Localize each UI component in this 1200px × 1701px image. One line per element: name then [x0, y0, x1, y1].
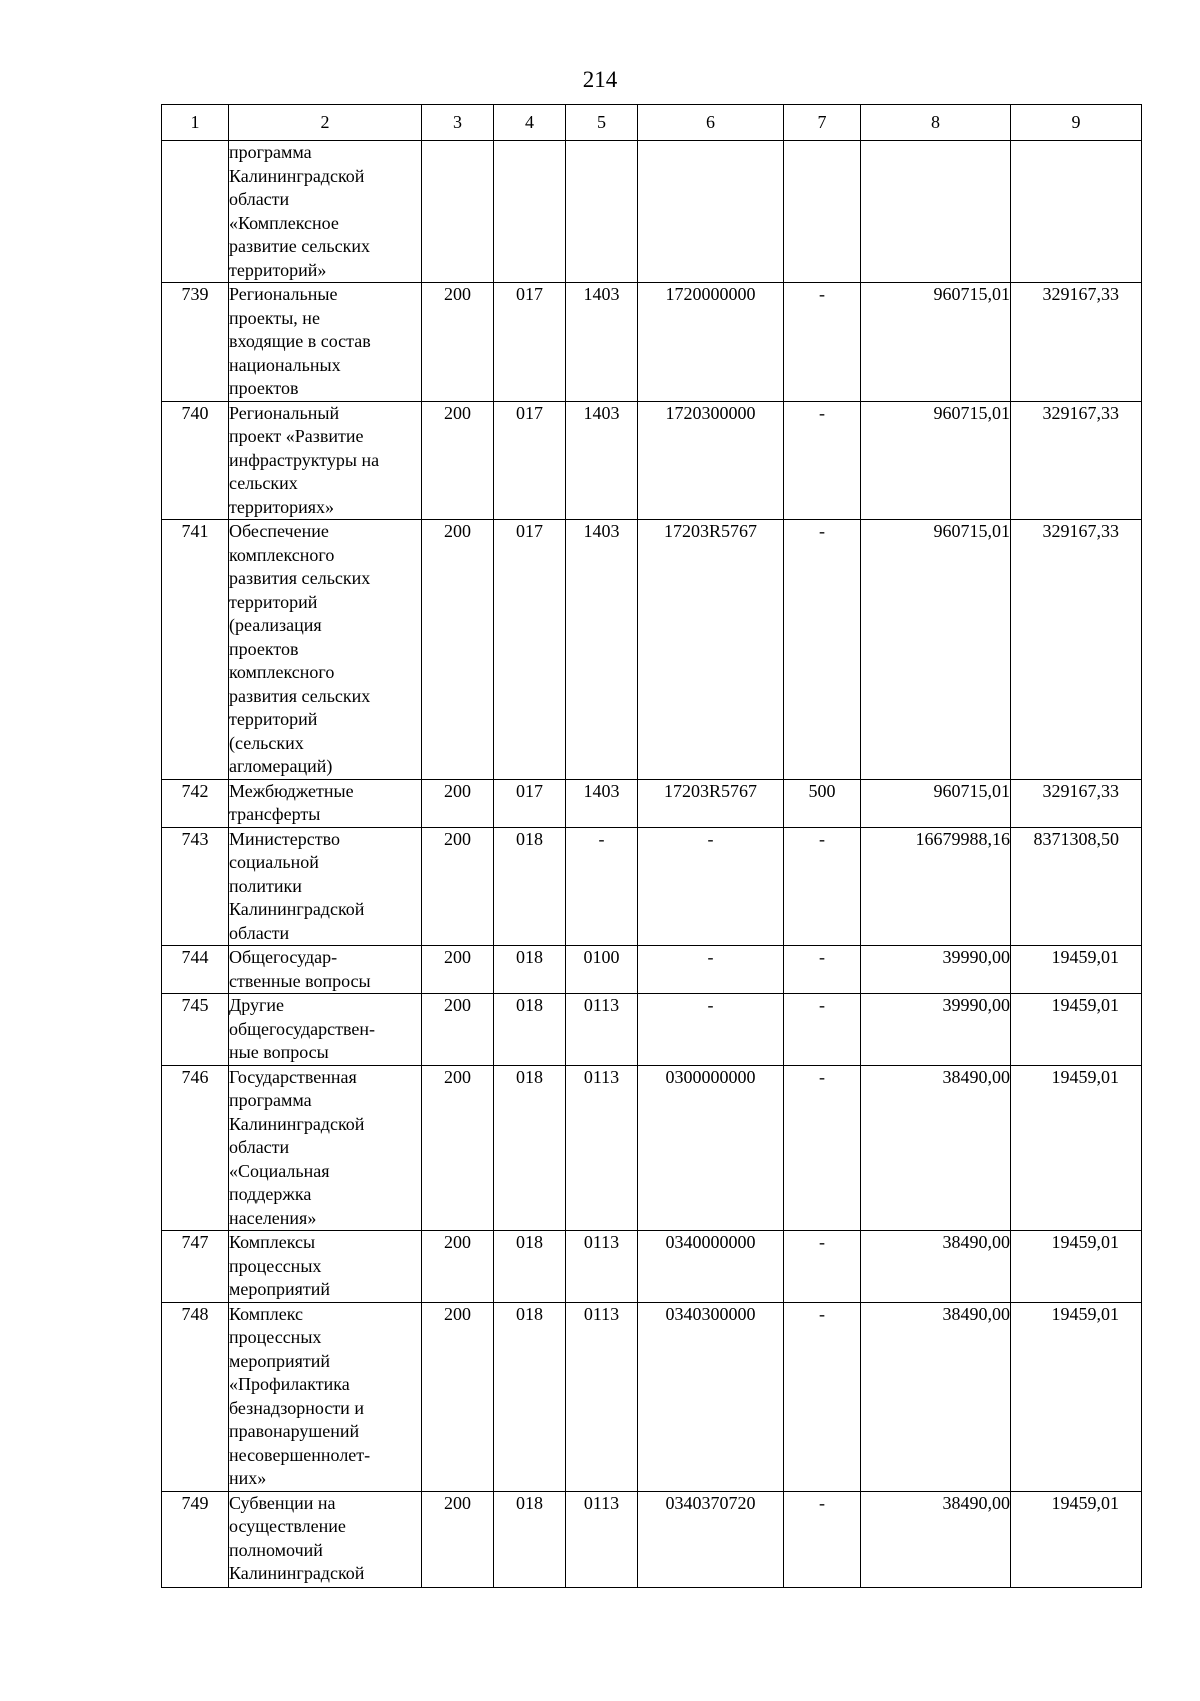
column-header: 4 — [494, 105, 566, 141]
row-number: 740 — [162, 401, 229, 520]
table-row — [162, 520, 1142, 780]
budget-table — [161, 104, 1142, 1588]
table-row — [162, 1491, 1142, 1587]
amount-col-8: 39990,00 — [861, 946, 1011, 994]
amount-col-9: 329167,33 — [1011, 283, 1142, 402]
code-col-6: - — [638, 827, 784, 946]
code-col-4 — [494, 141, 566, 283]
amount-col-9 — [1011, 141, 1142, 283]
amount-col-8 — [861, 141, 1011, 283]
code-col-6: 0300000000 — [638, 1065, 784, 1231]
table-row — [162, 827, 1142, 946]
row-name: Министерство социальной политики Калининградской области — [229, 827, 422, 946]
code-col-5: 0100 — [566, 946, 638, 994]
amount-col-9: 19459,01 — [1011, 1231, 1142, 1303]
code-col-7: - — [784, 520, 861, 780]
table-row — [162, 946, 1142, 994]
header-row — [162, 105, 1142, 141]
amount-col-9: 19459,01 — [1011, 994, 1142, 1066]
code-col-4: 018 — [494, 1231, 566, 1303]
row-name: Общегосудар- ственные вопросы — [229, 946, 422, 994]
code-col-6: 17203R5767 — [638, 520, 784, 780]
column-header: 7 — [784, 105, 861, 141]
code-col-3: 200 — [422, 994, 494, 1066]
code-col-3: 200 — [422, 1491, 494, 1587]
code-col-4: 017 — [494, 283, 566, 402]
column-header: 6 — [638, 105, 784, 141]
amount-col-8: 960715,01 — [861, 401, 1011, 520]
code-col-5: 1403 — [566, 779, 638, 827]
code-col-3: 200 — [422, 946, 494, 994]
row-name: Региональные проекты, не входящие в состав национальных проектов — [229, 283, 422, 402]
amount-col-9: 329167,33 — [1011, 401, 1142, 520]
row-number: 741 — [162, 520, 229, 780]
row-name: Региональный проект «Развитие инфраструктуры на сельских территориях» — [229, 401, 422, 520]
amount-col-9: 329167,33 — [1011, 520, 1142, 780]
code-col-5 — [566, 141, 638, 283]
amount-col-9: 329167,33 — [1011, 779, 1142, 827]
code-col-3: 200 — [422, 283, 494, 402]
column-header: 1 — [162, 105, 229, 141]
column-header: 5 — [566, 105, 638, 141]
row-number: 739 — [162, 283, 229, 402]
code-col-7 — [784, 141, 861, 283]
code-col-4: 017 — [494, 779, 566, 827]
amount-col-8: 16679988,16 — [861, 827, 1011, 946]
code-col-6: 0340370720 — [638, 1491, 784, 1587]
amount-col-8: 38490,00 — [861, 1065, 1011, 1231]
code-col-6: 17203R5767 — [638, 779, 784, 827]
row-number: 748 — [162, 1302, 229, 1491]
code-col-3: 200 — [422, 827, 494, 946]
code-col-7: - — [784, 827, 861, 946]
code-col-6: 1720300000 — [638, 401, 784, 520]
code-col-7: - — [784, 946, 861, 994]
amount-col-8: 38490,00 — [861, 1302, 1011, 1491]
code-col-6: 0340000000 — [638, 1231, 784, 1303]
code-col-4: 018 — [494, 1302, 566, 1491]
table-row — [162, 779, 1142, 827]
code-col-3: 200 — [422, 401, 494, 520]
code-col-6: - — [638, 946, 784, 994]
table-row — [162, 1302, 1142, 1491]
table-body — [162, 141, 1142, 1588]
code-col-7: - — [784, 1302, 861, 1491]
row-number: 747 — [162, 1231, 229, 1303]
table-row — [162, 141, 1142, 283]
code-col-5: - — [566, 827, 638, 946]
amount-col-9: 8371308,50 — [1011, 827, 1142, 946]
code-col-5: 1403 — [566, 520, 638, 780]
code-col-4: 018 — [494, 827, 566, 946]
code-col-5: 0113 — [566, 1231, 638, 1303]
row-name: Межбюджетные трансферты — [229, 779, 422, 827]
amount-col-9: 19459,01 — [1011, 946, 1142, 994]
code-col-5: 1403 — [566, 283, 638, 402]
table-row — [162, 1065, 1142, 1231]
code-col-7: - — [784, 1491, 861, 1587]
code-col-7: - — [784, 1231, 861, 1303]
code-col-7: - — [784, 1065, 861, 1231]
code-col-5: 0113 — [566, 1065, 638, 1231]
code-col-3: 200 — [422, 1231, 494, 1303]
amount-col-8: 960715,01 — [861, 779, 1011, 827]
code-col-4: 017 — [494, 401, 566, 520]
column-header: 8 — [861, 105, 1011, 141]
amount-col-9: 19459,01 — [1011, 1065, 1142, 1231]
amount-col-8: 38490,00 — [861, 1231, 1011, 1303]
code-col-4: 018 — [494, 946, 566, 994]
row-number — [162, 141, 229, 283]
code-col-5: 0113 — [566, 1491, 638, 1587]
code-col-4: 017 — [494, 520, 566, 780]
code-col-4: 018 — [494, 1491, 566, 1587]
row-name: Комплексы процессных мероприятий — [229, 1231, 422, 1303]
amount-col-9: 19459,01 — [1011, 1491, 1142, 1587]
table-row — [162, 1231, 1142, 1303]
row-number: 749 — [162, 1491, 229, 1587]
code-col-6: - — [638, 994, 784, 1066]
amount-col-9: 19459,01 — [1011, 1302, 1142, 1491]
code-col-3 — [422, 141, 494, 283]
column-header: 9 — [1011, 105, 1142, 141]
row-name: программа Калининградской области «Комплексное развитие сельских территорий» — [229, 141, 422, 283]
code-col-7: 500 — [784, 779, 861, 827]
code-col-3: 200 — [422, 1065, 494, 1231]
row-number: 743 — [162, 827, 229, 946]
code-col-6: 1720000000 — [638, 283, 784, 402]
code-col-7: - — [784, 283, 861, 402]
code-col-3: 200 — [422, 779, 494, 827]
row-name: Другие общегосударствен- ные вопросы — [229, 994, 422, 1066]
code-col-6 — [638, 141, 784, 283]
row-name: Субвенции на осуществление полномочий Калининградской — [229, 1491, 422, 1587]
row-number: 745 — [162, 994, 229, 1066]
row-number: 744 — [162, 946, 229, 994]
code-col-4: 018 — [494, 1065, 566, 1231]
code-col-5: 0113 — [566, 1302, 638, 1491]
amount-col-8: 38490,00 — [861, 1491, 1011, 1587]
row-name: Обеспечение комплексного развития сельских территорий (реализация проектов комплексного развития сельских территорий (сельских агломераций) — [229, 520, 422, 780]
row-name: Государственная программа Калининградской области «Социальная поддержка населения» — [229, 1065, 422, 1231]
code-col-6: 0340300000 — [638, 1302, 784, 1491]
code-col-5: 1403 — [566, 401, 638, 520]
amount-col-8: 960715,01 — [861, 283, 1011, 402]
code-col-7: - — [784, 401, 861, 520]
code-col-3: 200 — [422, 1302, 494, 1491]
code-col-4: 018 — [494, 994, 566, 1066]
row-name: Комплекс процессных мероприятий «Профилактика безнадзорности и правонарушений несовершеннолет- них» — [229, 1302, 422, 1491]
table-row — [162, 994, 1142, 1066]
column-header: 2 — [229, 105, 422, 141]
table-row — [162, 283, 1142, 402]
code-col-7: - — [784, 994, 861, 1066]
column-header: 3 — [422, 105, 494, 141]
code-col-3: 200 — [422, 520, 494, 780]
code-col-5: 0113 — [566, 994, 638, 1066]
row-number: 746 — [162, 1065, 229, 1231]
row-number: 742 — [162, 779, 229, 827]
table-row — [162, 401, 1142, 520]
page-number: 214 — [582, 67, 618, 92]
amount-col-8: 960715,01 — [861, 520, 1011, 780]
amount-col-8: 39990,00 — [861, 994, 1011, 1066]
